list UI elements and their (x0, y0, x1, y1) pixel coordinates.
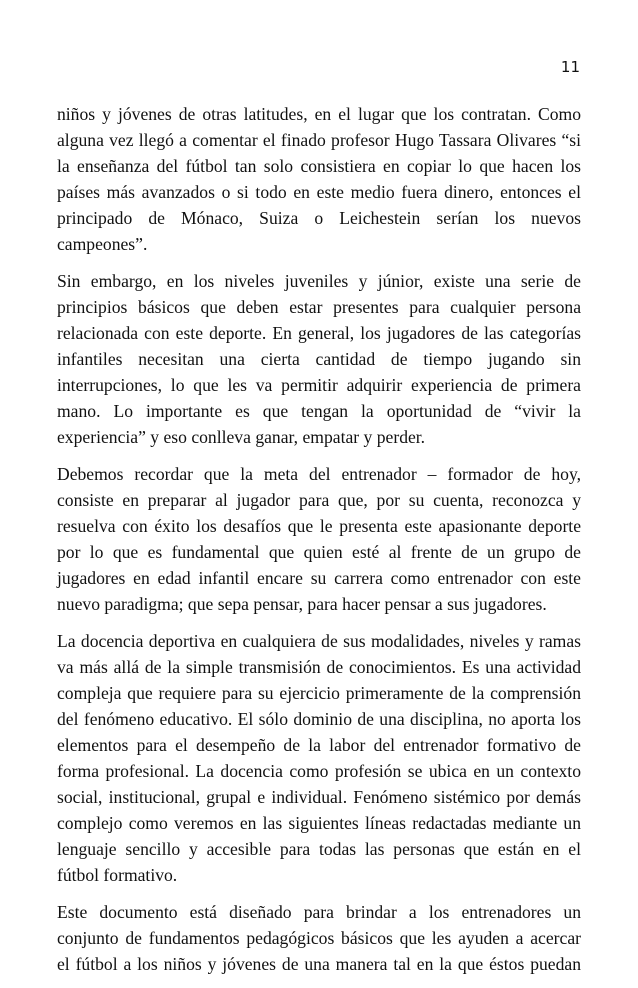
body-text (57, 101, 581, 988)
text-line: experiencia” y eso conlleva ganar, empatar y perder. (57, 427, 426, 447)
text-line: compleja que requiere para su ejercicio primeramente de la comprensión (57, 683, 581, 703)
text-line: nuevo paradigma; que sepa pensar, para hacer pensar a sus jugadores. (57, 594, 547, 614)
text-line: principado de Mónaco, Suiza o Leichestein serían los nuevos (57, 208, 581, 228)
text-line: La docencia deportiva en cualquiera de sus modalidades, niveles y ramas (57, 631, 581, 651)
page-number: 11 (560, 58, 580, 76)
text-line: el fútbol a los niños y jóvenes de una manera tal en la que éstos puedan (57, 954, 581, 974)
text-line: relacionada con este deporte. En general, los jugadores de las categorías (57, 323, 581, 343)
text-line: Sin embargo, en los niveles juveniles y júnior, existe una serie de (57, 271, 581, 291)
paragraph (57, 899, 581, 977)
text-line: consiste en preparar al jugador para que, por su cuenta, reconozca y (57, 490, 581, 510)
text-line: Debemos recordar que la meta del entrenador – formador de hoy, (57, 464, 581, 484)
text-line: Este documento está diseñado para brindar a los entrenadores un (57, 902, 581, 922)
text-line: forma profesional. La docencia como profesión se ubica en un contexto (57, 761, 581, 781)
text-line: fútbol formativo. (57, 865, 178, 885)
text-line: social, institucional, grupal e individual. Fenómeno sistémico por demás (57, 787, 581, 807)
text-line: elementos para el desempeño de la labor del entrenador formativo de (57, 735, 581, 755)
paragraph (57, 628, 581, 888)
text-line: interrupciones, lo que les va permitir adquirir experiencia de primera (57, 375, 581, 395)
text-line: del fenómeno educativo. El sólo dominio de una disciplina, no aporta los (57, 709, 581, 729)
text-line: países más avanzados o si todo en este medio fuera dinero, entonces el (57, 182, 581, 202)
text-line: lenguaje sencillo y accesible para todas las personas que están en el (57, 839, 581, 859)
text-line: la enseñanza del fútbol tan solo consistiera en copiar lo que hacen los (57, 156, 581, 176)
paragraph (57, 461, 581, 617)
text-line: va más allá de la simple transmisión de conocimientos. Es una actividad (57, 657, 581, 677)
text-line: mano. Lo importante es que tengan la oportunidad de “vivir la (57, 401, 581, 421)
text-line: niños y jóvenes de otras latitudes, en el lugar que los contratan. Como (57, 104, 581, 124)
text-line: conjunto de fundamentos pedagógicos básicos que les ayuden a acercar (57, 928, 581, 948)
text-line: campeones”. (57, 234, 148, 254)
text-line: resuelva con éxito los desafíos que le presenta este apasionante deporte (57, 516, 581, 536)
text-line: por lo que es fundamental que quien esté al frente de un grupo de (57, 542, 581, 562)
paragraph (57, 268, 581, 450)
paragraph (57, 101, 581, 257)
text-line: principios básicos que deben estar presentes para cualquier persona (57, 297, 581, 317)
text-line: infantiles necesitan una cierta cantidad de tiempo jugando sin (57, 349, 581, 369)
text-line: jugadores en edad infantil encare su carrera como entrenador con este (57, 568, 581, 588)
text-line: alguna vez llegó a comentar el finado profesor Hugo Tassara Olivares “si (57, 130, 581, 150)
text-line: complejo como veremos en las siguientes líneas redactadas mediante un (57, 813, 581, 833)
